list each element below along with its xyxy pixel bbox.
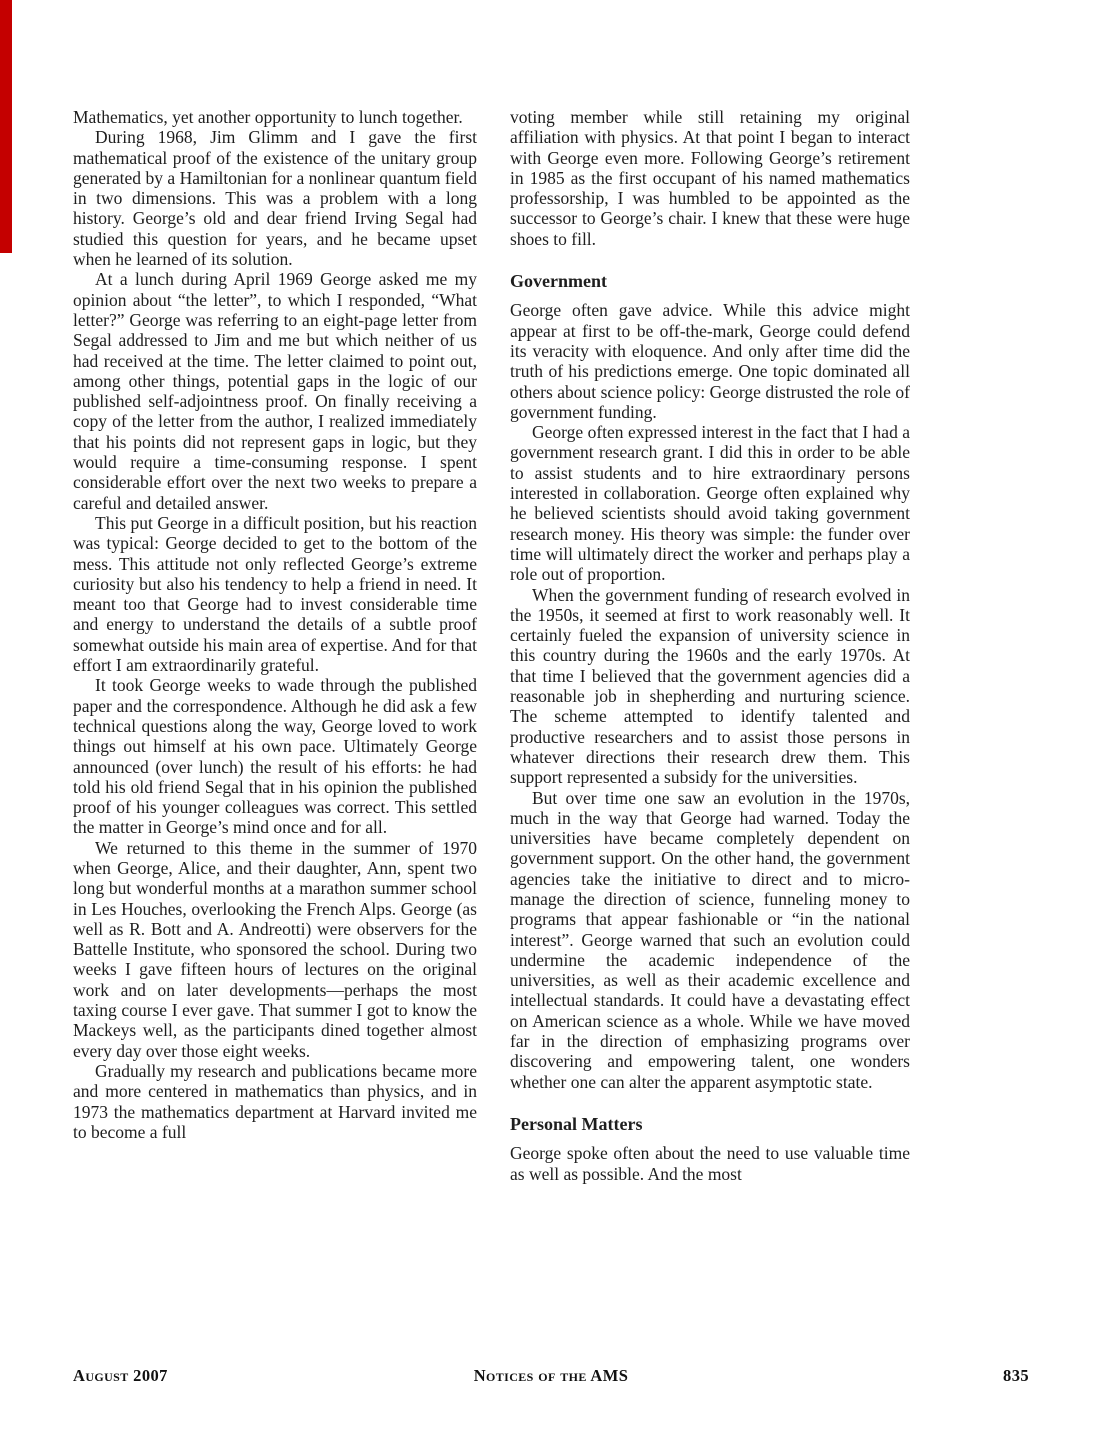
footer-page-number: 835 — [1003, 1366, 1029, 1385]
paragraph: Gradually my research and publications became more and more centered in mathematics than physics, and in 1973 the mathematics department at Harvard invited me to become a full — [73, 1060, 477, 1142]
paragraph: But over time one saw an evolution in the 1970s, much in the way that George had warned. Today the universities have became completely dependent on government support. On the other hand, the government agencies take the initiative to direct and to micro-manage the direction of science, funneling money to programs that appear fashionable or “in the national interest”. George warned that such an evolution could undermine the academic independence of the universities, as well as their academic excellence and intellectual standards. It could have a devastating effect on American science as a whole. While we have moved far in the direction of emphasizing programs over discovering and empowering talent, one wonders whether one can alter the apparent asymptotic state. — [510, 787, 910, 1092]
paragraph: We returned to this theme in the summer of 1970 when George, Alice, and their daughter, Ann, spent two long but wonderful months at a marathon summer school in Les Houches, overlooking the French Alps. George (as well as R. Bott and A. Andreotti) were observers for the Battelle Institute, who sponsored the school. During two weeks I gave fifteen hours of lectures on the original work and on later developments—perhaps the most taxing course I ever gave. That summer I got to know the Mackeys well, as the participants dined together almost every day over those eight weeks. — [73, 837, 477, 1061]
paragraph: George often expressed interest in the fact that I had a government research grant. I did this in order to be able to assist students and to hire extraordinary persons interested in collaboration. George often explained why he believed scientists should avoid taking government research money. His theory was simple: the funder over time will ultimately direct the worker and perhaps play a role out of proportion. — [510, 422, 910, 585]
paragraph: During 1968, Jim Glimm and I gave the first mathematical proof of the existence of the unitary group generated by a Hamiltonian for a nonlinear quantum field in two dimensions. This was a problem with a long history. George’s old and dear friend Irving Segal had studied this question for years, and he became upset when he learned of its solution. — [73, 127, 477, 270]
text-column-left — [73, 107, 477, 1142]
paragraph: At a lunch during April 1969 George asked me my opinion about “the letter”, to which I responded, “What letter?” George was referring to an eight-page letter from Segal addressed to Jim and me but which neither of us had received at the time. The letter claimed to point out, among other things, potential gaps in the logic of our published self-adjointness proof. On finally receiving a copy of the letter from the author, I realized immediately that his points did not represent gaps in logic, but they would require a time-consuming response. I spent considerable effort over the next two weeks to prepare a careful and detailed answer. — [73, 269, 477, 513]
paragraph: voting member while still retaining my original affiliation with physics. At that point I began to interact with George even more. Following George’s retirement in 1985 as the first occupant of his named mathematics professorship, I was humbled to be appointed as the successor to George’s chair. I knew that these were huge shoes to fill. — [510, 107, 910, 249]
paragraph: George often gave advice. While this advice might appear at first to be off-the-mark, George could defend its veracity with eloquence. And only after time did the truth of his predictions emerge. One topic dominated all others about science policy: George distrusted the role of government funding. — [510, 300, 910, 422]
footer-issue-date: August 2007 — [73, 1366, 168, 1385]
paragraph: Mathematics, yet another opportunity to lunch together. — [73, 107, 463, 127]
paragraph: When the government funding of research evolved in the 1950s, it seemed at first to work reasonably well. It certainly fueled the expansion of university science in this country during the 1960s and the early 1970s. At that time I believed that the government agencies did a reasonable job in shepherding and nurturing science. The scheme attempted to identify talented and productive researchers and to assist those persons in whatever directions their research drew them. This support represented a subsidy for the universities. — [510, 584, 910, 788]
section-heading: Government — [510, 271, 607, 292]
section-heading: Personal Matters — [510, 1113, 643, 1134]
paragraph: George spoke often about the need to use valuable time as well as possible. And the most — [510, 1143, 910, 1184]
paragraph: It took George weeks to wade through the published paper and the correspondence. Although he did ask a few technical questions along the way, George loved to work things out himself at his own pace. Ultimately George announced (over lunch) the result of his efforts: he had told his old friend Segal that in his opinion the published proof of his younger colleagues was correct. This settled the matter in George’s mind once and for all. — [73, 675, 477, 838]
page-edge-marker — [0, 0, 12, 253]
footer-journal-title: Notices of the AMS — [473, 1366, 629, 1385]
paragraph: This put George in a difficult position, but his reaction was typical: George decided to get to the bottom of the mess. This attitude not only reflected George’s extreme curiosity but also his tendency to help a friend in need. It meant too that George had to invest considerable time and energy to understand the details of a subtle proof somewhat outside his main area of expertise. And for that effort I am extraordinarily grateful. — [73, 512, 477, 676]
page-footer — [73, 1366, 1029, 1390]
text-column-right — [510, 107, 910, 1184]
